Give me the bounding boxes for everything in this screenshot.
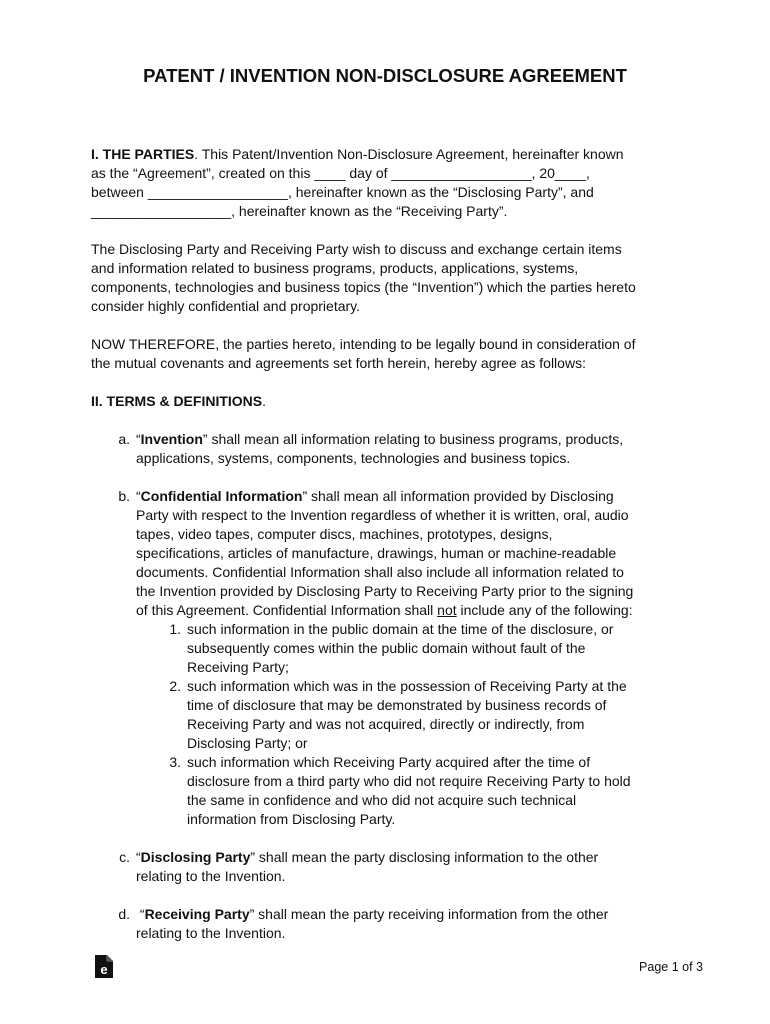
paragraph-line: components, technologies and business topics (the “Invention”) which the parties hereto [91,279,636,295]
eforms-logo-icon [95,955,113,978]
list-marker: 2. [169,678,181,694]
svg-text:e: e [100,962,108,977]
now-therefore-paragraph [91,335,691,373]
document-title: PATENT / INVENTION NON-DISCLOSURE AGREEMENT [143,65,627,86]
list-marker: a. [118,431,130,447]
emphasis-not: not [437,602,457,618]
paragraph-line: consider highly confidential and proprietary. [91,298,361,314]
definition-receiving-party: d. “Receiving Party” shall mean the party receiving information from the other relating to the Invention. [91,905,691,943]
parties-text: . This Patent/Invention Non-Disclosure Agreement, hereinafter known [194,146,624,162]
defined-term: Confidential Information [140,488,303,504]
list-marker: d. [118,906,130,922]
document-body [91,145,691,943]
parties-line [91,145,691,164]
definition-disclosing-party: c. “Disclosing Party” shall mean the party disclosing information to the other relating to the Invention. [91,848,691,886]
terms-heading: II. TERMS & DEFINITIONS [91,393,263,409]
list-marker: c. [119,849,130,865]
parties-heading: I. THE PARTIES [91,146,195,162]
defined-term: Receiving Party [144,906,250,922]
parties-line: between __________________, hereinafter known as the “Disclosing Party”, and [91,184,594,200]
intro-paragraph [91,240,691,316]
list-marker: 1. [169,621,181,637]
paragraph-line: NOW THEREFORE, the parties hereto, intending to be legally bound in consideration of [91,336,636,352]
paragraph-line: and information related to business programs, products, applications, systems, [91,260,579,276]
defined-term: Disclosing Party [140,849,251,865]
section-parties [91,145,691,221]
paragraph-line: The Disclosing Party and Receiving Party wish to discuss and exchange certain items [91,241,622,257]
page-number: Page 1 of 3 [639,960,703,974]
paragraph-line: the mutual covenants and agreements set forth herein, hereby agree as follows: [91,355,586,371]
list-marker: b. [118,488,130,504]
parties-line: as the “Agreement”, created on this ____ day of __________________, 20____, [91,165,590,181]
defined-term: Invention [140,431,203,447]
exclusion-item: 3. such information which Receiving Party acquired after the time of disclosure from a third party who did not require Receiving Party to hold the same in confidence and who did not acquire such technical information from Disclosing Party. [91,753,691,829]
exclusion-item: 2. such information which was in the possession of Receiving Party at the time of disclosure that may be demonstrated by business records of Receiving Party and was not acquired, directly or indirectly, from Disclosing Party; or [91,677,691,753]
parties-line: __________________, hereinafter known as the “Receiving Party”. [91,203,508,219]
definition-confidential-information: b. “Confidential Information” shall mean all information provided by Disclosing Party with respect to the Invention regardless of whether it is written, oral, audio tapes, video tapes, computer discs, machines, prototypes, designs, specifications, articles of manufacture, drawings, human or machine-readable documents. Confidential Information shall also include all information related to the Invention provided by Disclosing Party to Receiving Party prior to the signing of this Agreement. Confidential Information shall not include any of the following: [91,487,691,620]
terms-heading-line [91,392,691,411]
definition-invention: a. “Invention” shall mean all information relating to business programs, products, applications, systems, components, technologies and business topics. [91,430,691,468]
exclusion-item: 1. such information in the public domain at the time of the disclosure, or subsequently comes within the public domain without fault of the Receiving Party; [91,620,691,677]
list-marker: 3. [169,754,181,770]
eforms-logo-icon [95,955,113,978]
terms-heading-tail: . [262,393,267,409]
